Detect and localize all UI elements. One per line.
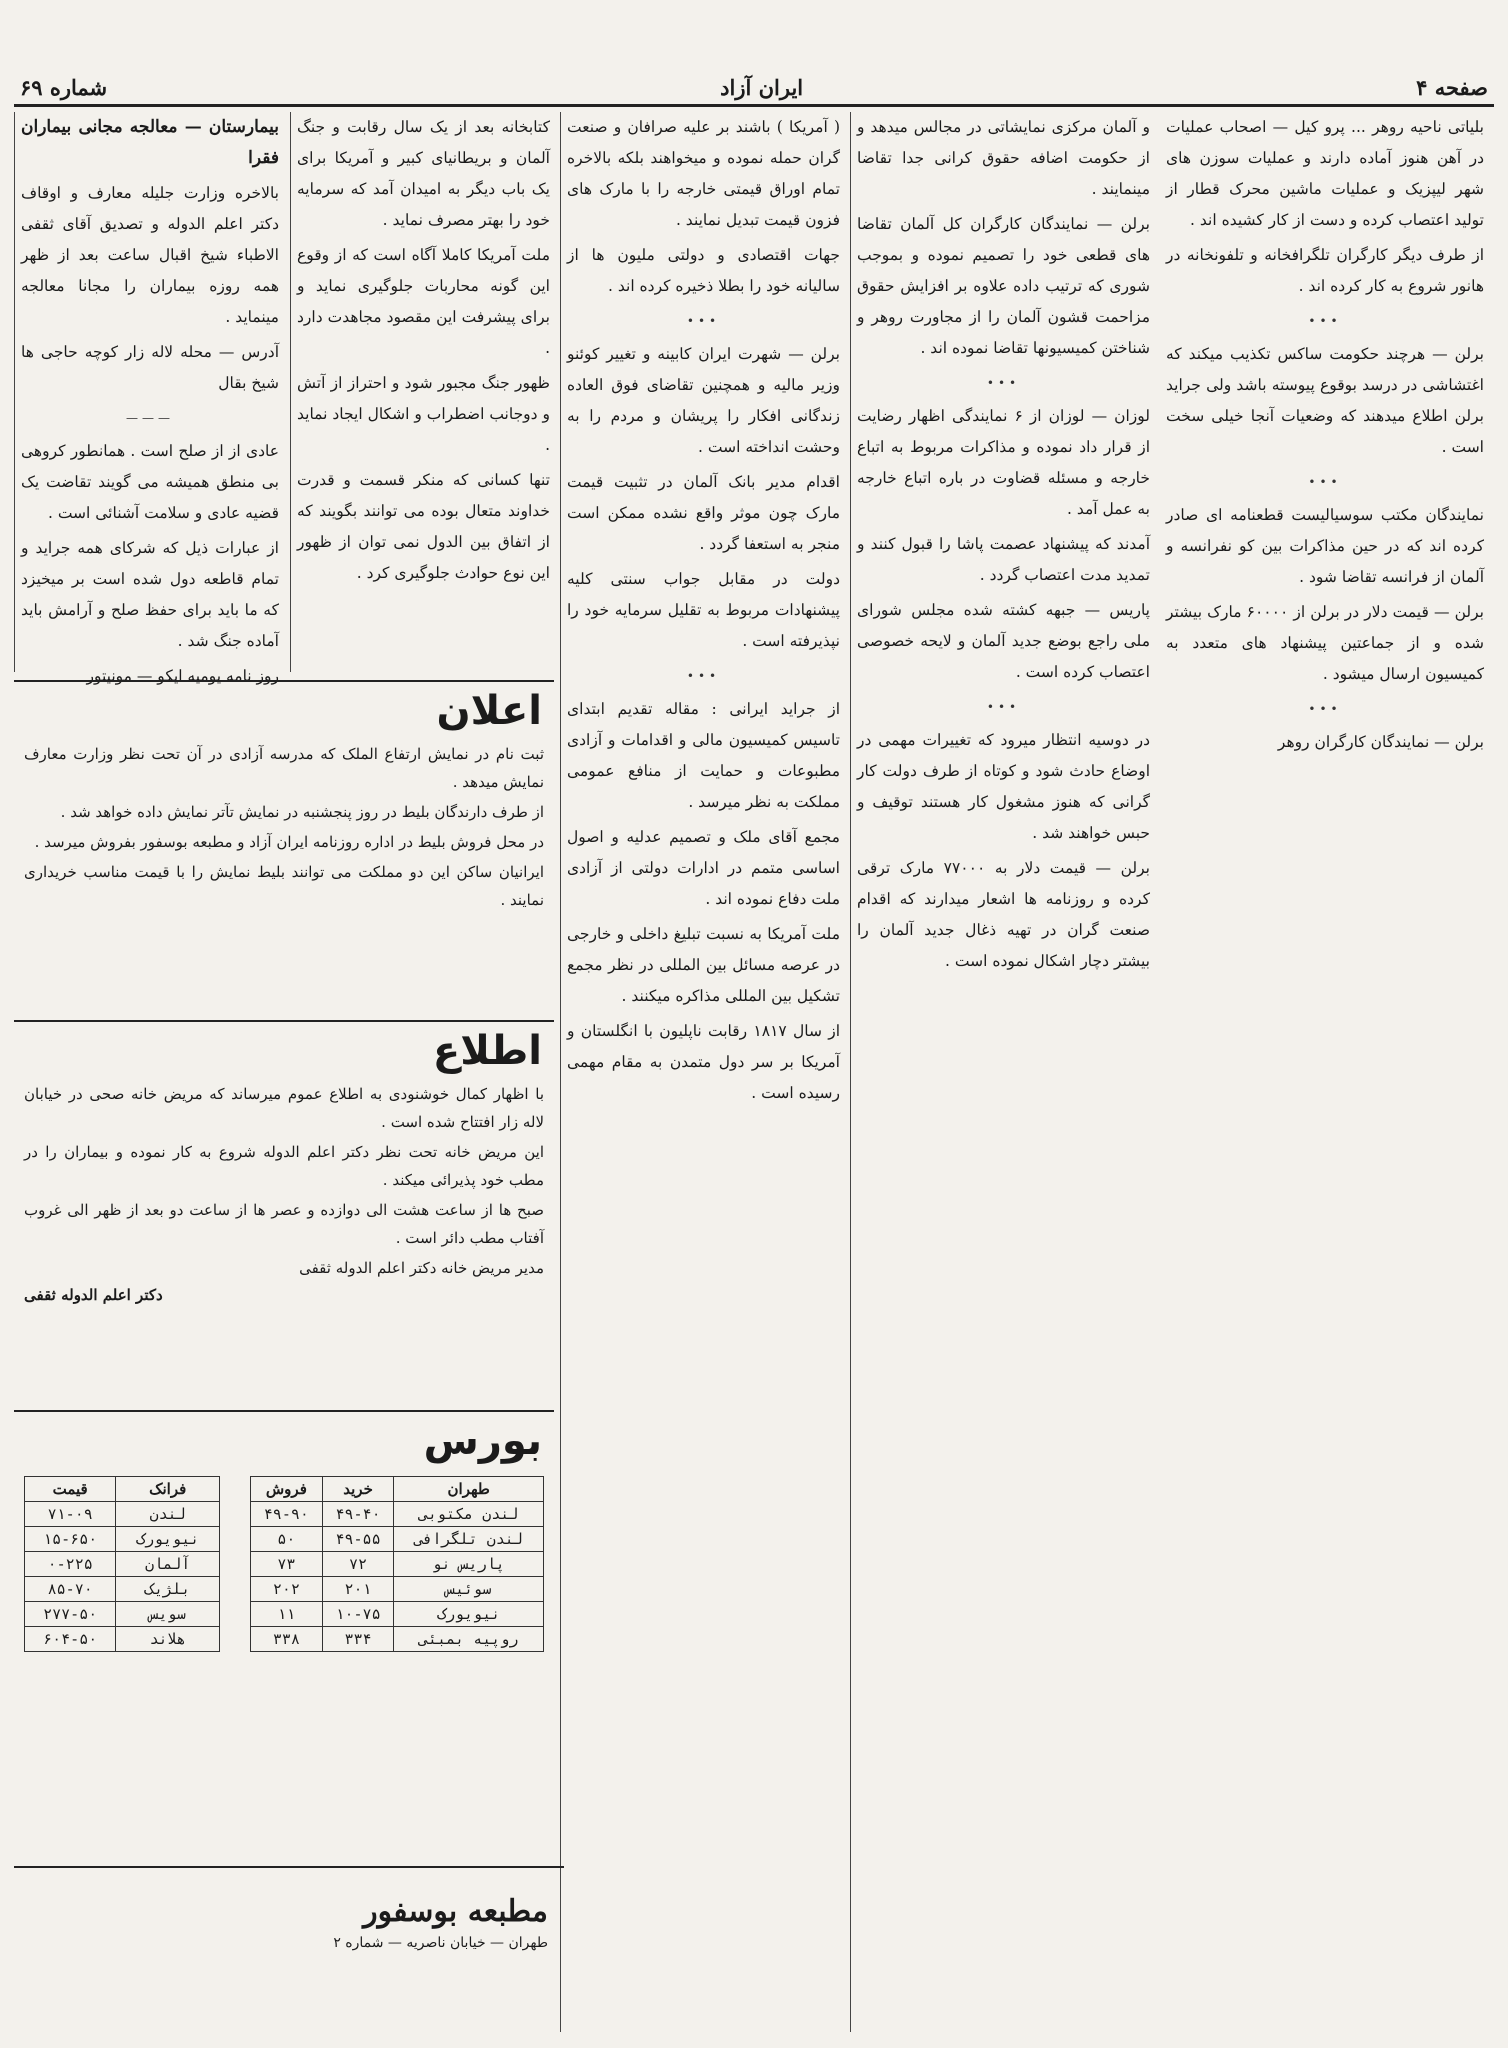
ad-text: صبح ها از ساعت هشت الی دوازده و عصر ها از ساعت دو بعد از ظهر الی غروب آفتاب مطب دائر است . [24,1201,544,1247]
cell: ۰-۲۲۵ [25,1552,116,1577]
cell: ۱۵-۶۵۰ [25,1527,116,1552]
subtitle-cell: طهران [394,1477,544,1502]
table-header-row [25,1477,220,1502]
cell: ۱۱ [251,1602,323,1627]
table-row [251,1552,544,1577]
cell: ۳۳۴ [322,1627,394,1652]
cell: لندن تلگرافی [394,1527,544,1552]
paragraph: عادی از از صلح است . همانطور کروهی بی منطق همیشه می گویند تقاضت یک قضیه عادی و سلامت آشنائی است . [21,442,279,522]
paragraph: از جراید ایرانی : مقاله تقدیم ابتدای تاسیس کمیسیون مالی و اقدامات و آزادی مطبوعات و حمایت از منافع عمومی مملکت به نظر میرسد . [567,700,840,811]
divider: ••• [1308,702,1342,716]
paragraph: آمدند که پیشنهاد عصمت پاشا را قبول کنند و تمدید مدت اعتصاب گردد . [857,535,1150,584]
paragraph: دولت در مقابل جواب سنتی کلیه پیشنهادات مربوط به تقلیل سرمایه خود را نپذیرفته است . [567,570,840,650]
paragraph: مجمع آقای ملک و تصمیم عدلیه و اصول اساسی متمم در ادارات دولتی از آزادی ملت دفاع نموده اند . [567,828,840,908]
table-row [25,1602,220,1627]
table-row [25,1502,220,1527]
column-3 [560,112,846,2032]
cell: ۴۹-۹۰ [251,1502,323,1527]
page-number: صفحه ۴ [1416,74,1488,100]
paragraph: از سال ۱۸۱۷ رقابت ناپلیون با انگلستان و آمریکا بر سر دول متمدن به مقام مهمی رسیده است . [567,1022,841,1102]
paragraph: ملت آمریکا به نسبت تبلیغ داخلی و خارجی در عرصه مسائل بین المللی در نظر مجمع تشکیل بین المللی مذاکره میکنند . [567,925,840,1005]
bourse-title: بورس [423,1418,542,1464]
cell: ۵۰ [251,1527,323,1552]
ad-text: این مریض خانه تحت نظر دکتر اعلم الدوله شروع به کار نموده و بیماران را در مطب خود پذیرائی میکند . [24,1143,544,1189]
divider: ••• [986,700,1021,714]
signature: دکتر اعلم الدوله ثقفی [24,1286,163,1304]
divider: ••• [986,376,1021,390]
divider: ——— [126,411,174,425]
paper-name: ایران آزاد [720,74,804,100]
cell: ۷۲ [322,1552,394,1577]
paragraph: برلن — نمایندگان کارگران روهر [1277,733,1484,751]
paragraph: تنها کسانی که منکر قسمت و قدرت خداوند متعال بوده می توانند بگویند که از اتفاق بین الدول نمی توان از ظهور این نوع حوادث جلوگیری کرد . [297,471,550,582]
cell: ۷۱-۰۹ [25,1502,116,1527]
publisher-address: طهران — خیابان ناصریه — شماره ۲ [333,1935,548,1951]
notice-heading: بیمارستان — معالجه مجانی بیماران فقرا [21,117,279,168]
paragraph: برلن — قیمت دلار به ۷۷۰۰۰ مارک ترقی کرده و روزنامه ها اشعار میدارند که اقدام صنعت گران در تهیه ذغال جدید آلمان را بیشتر دچار اشکال نموده است . [857,859,1150,970]
cell: ۲۰۱ [322,1577,394,1602]
cell: پاریس نو [394,1552,544,1577]
paragraph: برلن — نمایندگان کارگران کل آلمان تقاضا های قطعی خود را تصمیم نموده و بموجب شوری که ترتیب داده علاوه بر افزایش حقوق مزاحمت قشون آلمان را از مجاورت روهر و شناختن کمیسیونها تقاضا نموده اند . [857,215,1150,357]
cell: ۲۰۲ [251,1577,323,1602]
table-row [25,1552,220,1577]
masthead [14,70,1494,107]
paragraph: برلن — شهرت ایران کابینه و تغییر کوئنو وزیر مالیه و همچنین تقاضای فوق العاده زندگانی افکار را پریشان و مردم را به وحشت انداخته است . [567,345,840,456]
paragraph: لوزان — لوزان از ۶ نمایندگی اظهار رضایت از قرار داد نموده و مذاکرات مربوط به اتباع خارجه و مسئله قضاوت در باره اتباع خارجه به عمل آمد . [857,407,1151,518]
issue-number: شماره ۶۹ [20,74,108,100]
table-row [251,1577,544,1602]
paragraph: کتابخانه بعد از یک سال رقابت و جنگ آلمان و بریطانیای کبیر و آمریکا برای یک باب دیگر به امیدان آمد که سرمایه خود را بهتر مصرف نماید . [297,118,550,229]
cell: روپیه بمبئی [394,1627,544,1652]
paragraph: نمایندگان مکتب سوسیالیست قطعنامه ای صادر کرده اند که در حین مذاکرات بین کو نفرانسه و آلمان از فرانسه تقاضا شود . [1166,506,1484,586]
paragraph: از طرف دیگر کارگران تلگرافخانه و تلفونخانه در هانور شروع به کار کرده اند . [1166,246,1484,295]
paragraph: ظهور جنگ مجبور شود و احتراز از آتش و دوجانب اضطراب و اشکال ایجاد نماید . [297,374,550,454]
divider: ••• [686,314,721,328]
column-1 [1160,112,1490,2032]
elan-title: اعلان [436,688,542,734]
elan-advertisement [14,680,554,1022]
cell: ۸۵-۷۰ [25,1577,116,1602]
paragraph: جهات اقتصادی و دولتی ملیون ها از سالیانه خود را بطلا ذخیره کرده اند . [567,246,840,295]
ad-text: مدیر مریض خانه دکتر اعلم الدوله ثقفی [299,1259,544,1277]
paragraph: روز نامه یومیه ایکو — مونیتور [86,667,279,685]
column-2 [850,112,1156,2032]
cell: لندن [116,1502,220,1527]
cell: نیویورک [394,1602,544,1627]
ad-text: از طرف دارندگان بلیط در روز پنجشنبه در نمایش تآتر نمایش داده خواهد شد . [60,803,544,821]
paragraph: ( آمریکا ) باشند بر علیه صرافان و صنعت گران حمله نموده و میخواهند بلکه بالاخره تمام اوراق قیمتی خارجه را با مارک های فزون قیمت تبدیل نمایند . [567,118,840,229]
cell: بلژیک [116,1577,220,1602]
price-header: قیمت [25,1477,116,1502]
cell: سویس [116,1602,220,1627]
currency-header: فرانک [116,1477,220,1502]
table-row [251,1527,544,1552]
paragraph: بالاخره وزارت جلیله معارف و اوقاف دکتر اعلم الدوله و تصدیق آقای ثقفی الاطباء شیخ اقبال ساعت بعد از ظهر همه روزه بیماران را مجانا معالجه مینماید . [21,184,279,326]
publisher-footer [14,1866,564,2018]
table-row [251,1502,544,1527]
table-row [25,1627,220,1652]
paragraph: ملت آمریکا کاملا آگاه است که از وقوع این گونه محاربات جلوگیری نماید و برای پیشرفت این مقصود مجاهدت دارد . [297,246,550,357]
cell: سوئیس [394,1577,544,1602]
cell: ۴۹-۴۰ [322,1502,394,1527]
tali-advertisement [14,1020,554,1412]
table-row [251,1627,544,1652]
cell: ۴۹-۵۵ [322,1527,394,1552]
column-5 [14,112,285,685]
cell: آلمان [116,1552,220,1577]
paragraph: برلن — هرچند حکومت ساکس تکذیب میکند که اغتشاشی در درسد بوقوع پیوسته باشد ولی جراید برلن اطلاع میدهند که وضعیات آنجا خیلی سخت است . [1166,345,1484,456]
ad-text: با اظهار کمال خوشنودی به اطلاع عموم میرساند که مریض خانه صحی در خیابان لاله زار افتتاح شده است . [24,1085,544,1131]
cell: ۷۳ [251,1552,323,1577]
table-row [25,1527,220,1552]
cell: نیویورک [116,1527,220,1552]
bourse-tables [14,1470,554,1658]
buy-header: خرید [322,1477,394,1502]
cell: ۱۰-۷۵ [322,1602,394,1627]
paragraph: پاریس — جبهه کشته شده مجلس شورای ملی راجع بوضع جدید آلمان و لایحه خصوصی اعتصاب کرده است . [857,601,1150,681]
paragraph: اقدام مدیر بانک آلمان در تثبیت قیمت مارک چون موثر واقع نشده ممکن است منجر به استعفا گردد . [567,473,840,553]
paragraph: بلیاتی ناحیه روهر ... پرو کیل — اصحاب عملیات در آهن هنوز آماده دارند و عملیات سوزن های شهر لیپزیک و عملیات ماشین محرک قطار از تولید اعتصاب کرده و دست از کار کشیده اند . [1166,118,1484,229]
table-header-row [251,1477,544,1502]
ad-text: ثبت نام در نمایش ارتفاع الملک که مدرسه آزادی در آن تحت نظر وزارت معارف نمایش میدهد . [24,745,544,791]
paragraph: آدرس — محله لاله زار کوچه حاجی ها شیخ بقال [21,343,279,392]
cell: لندن مکتوبی [394,1502,544,1527]
cell: ۶۰۴-۵۰ [25,1627,116,1652]
cell: ۳۳۸ [251,1627,323,1652]
paragraph: در دوسیه انتظار میرود که تغییرات مهمی در اوضاع حادث شود و کوتاه از طرف دولت کار گرانی که هنوز مشغول کار هستند توقیف و حبس خواهند شد . [857,731,1150,842]
publisher-name: مطبعه بوسفور [363,1894,548,1929]
divider: ••• [686,669,721,683]
cell: ۲۷۷-۵۰ [25,1602,116,1627]
divider: ••• [1308,314,1342,328]
sell-header: فروش [251,1477,323,1502]
table-row [25,1577,220,1602]
tehran-exchange-table [250,1476,544,1652]
paris-exchange-table [24,1476,220,1652]
table-row [251,1602,544,1627]
paragraph: برلن — قیمت دلار در برلن از ۶۰۰۰۰ مارک بیشتر شده و از جماعتین پیشنهاد های متعدد به کمیسیون ارسال میشود . [1166,603,1484,683]
ad-text: در محل فروش بلیط در اداره روزنامه ایران آزاد و مطبعه بوسفور بفروش میرسد . [34,833,544,851]
paragraph: از عبارات ذیل که شرکای همه جراید و تمام قاطعه دول شده است بر میخیزد که ما باید برای حفظ صلح و آرامش باید آماده جنگ شد . [21,539,279,650]
divider: ••• [1308,475,1342,489]
column-4 [290,112,556,672]
cell: هلاند [116,1627,220,1652]
tali-title: اطلاع [432,1028,542,1074]
ad-text: ایرانیان ساکن این دو مملکت می توانند بلیط نمایش را با قیمت مناسب خریداری نمایند . [24,863,544,909]
bourse-section [14,1410,554,1862]
paragraph: و آلمان مرکزی نمایشاتی در مجالس میدهد و از حکومت اضافه حقوق کرانی جدا تقاضا مینمایند . [857,118,1150,198]
